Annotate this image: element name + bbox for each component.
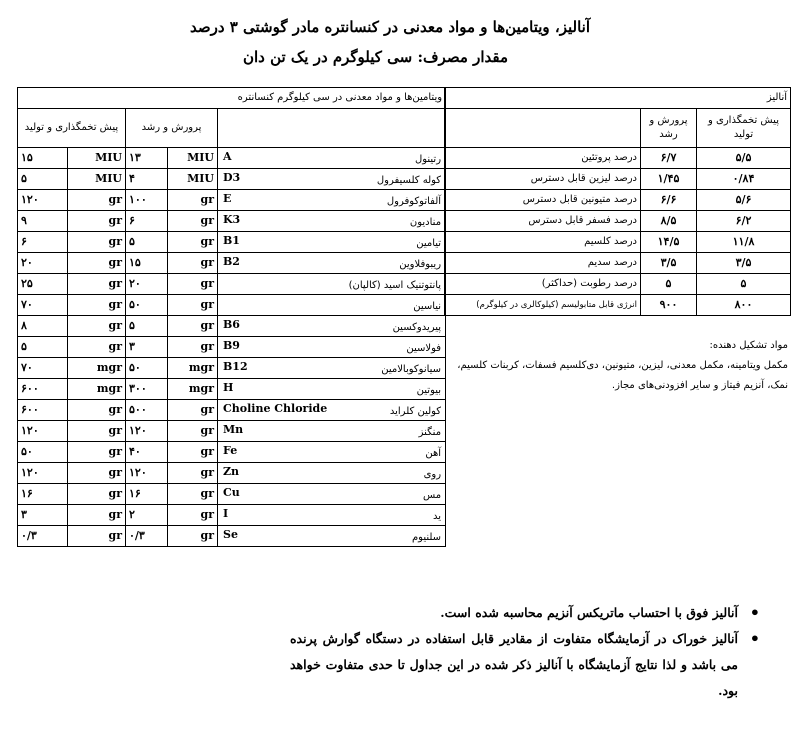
value-prebreed: ۸: [18, 316, 68, 337]
unit-prebreed: MIU: [68, 148, 126, 169]
table-row: [18, 526, 446, 547]
table-row: [18, 442, 446, 463]
nutrient-name: رتینول: [414, 154, 442, 165]
value-growth: ۳۰۰: [126, 379, 168, 400]
analysis-name: درصد کلسیم: [445, 232, 641, 253]
nutrient-symbol: A: [223, 150, 232, 163]
col-header-growth: پرورش و رشد: [126, 109, 218, 148]
unit-growth: MIU: [168, 169, 218, 190]
value-growth: ۴: [126, 169, 168, 190]
nutrient-symbol: H: [223, 381, 234, 394]
notes-list: [290, 600, 760, 704]
nutrient-name: مس: [422, 490, 442, 501]
unit-prebreed: gr: [68, 421, 126, 442]
analysis-name: درصد سدیم: [445, 253, 641, 274]
nutrient-name-cell: [218, 295, 446, 316]
nutrient-name: سیانوکوبالامین: [381, 364, 442, 375]
nutrient-symbol: B6: [223, 318, 240, 331]
ingredients-text: مکمل ویتامینه، مکمل معدنی، لیزین، متیونین، دی‌کلسیم فسفات، کربنات کلسیم، نمک، آنزیم فیتاز و سایر افزودنی‌های مجاز.: [457, 360, 788, 391]
analysis-growth-value: ۳/۵: [641, 253, 697, 274]
unit-prebreed: gr: [68, 442, 126, 463]
analysis-prebreed-value: ۶/۲: [697, 211, 791, 232]
analysis-prebreed-value: ۵/۵: [697, 148, 791, 169]
table-row: [445, 190, 791, 211]
analysis-growth-value: ۸/۵: [641, 211, 697, 232]
value-prebreed: ۱۶: [18, 484, 68, 505]
nutrient-symbol: B1: [223, 234, 240, 247]
nutrient-name-cell: [218, 526, 446, 547]
nutrient-name: ید: [433, 511, 442, 522]
unit-growth: MIU: [168, 148, 218, 169]
nutrient-name: کوله کلسیفرول: [376, 175, 442, 186]
table-row: [18, 505, 446, 526]
nutrient-name-cell: [218, 253, 446, 274]
unit-prebreed: gr: [68, 400, 126, 421]
nutrient-name-cell: [218, 211, 446, 232]
analysis-growth-value: ۵: [641, 274, 697, 295]
nutrient-symbol: Se: [223, 528, 238, 541]
page-title: آنالیز، ویتامین‌ها و مواد معدنی در کنسانتره مادر گوشتی ۳ درصد: [189, 18, 590, 36]
unit-growth: gr: [168, 526, 218, 547]
unit-growth: gr: [168, 505, 218, 526]
nutrient-name: سلنیوم: [411, 532, 442, 543]
nutrient-name-cell: [218, 190, 446, 211]
note-item: • آنالیز خوراک در آزمایشگاه متفاوت از مقادیر قابل استفاده در دستگاه گوارش پرنده می باشد و لذا نتایج آزمایشگاه با آنالیز ذکر شده در این جداول تا حدی متفاوت خواهد بود.: [290, 626, 760, 704]
value-growth: ۱۳: [126, 148, 168, 169]
unit-prebreed: gr: [68, 295, 126, 316]
analysis-name: درصد لیزین قابل دسترس: [445, 169, 641, 190]
value-prebreed: ۷۰: [18, 358, 68, 379]
nutrient-symbol: Cu: [223, 486, 240, 499]
value-growth: ۱۶: [126, 484, 168, 505]
unit-growth: gr: [168, 274, 218, 295]
nutrient-name-cell: [218, 505, 446, 526]
value-prebreed: ۵: [18, 337, 68, 358]
analysis-prebreed-value: ۸۰۰: [697, 295, 791, 316]
analysis-table: [444, 87, 791, 316]
value-growth: ۱۵: [126, 253, 168, 274]
table-row: [18, 484, 446, 505]
unit-growth: mgr: [168, 358, 218, 379]
nutrient-name-cell: [218, 337, 446, 358]
nutrient-name: آهن: [425, 448, 442, 459]
unit-prebreed: gr: [68, 316, 126, 337]
unit-growth: gr: [168, 211, 218, 232]
unit-growth: gr: [168, 232, 218, 253]
value-prebreed: ۲۰: [18, 253, 68, 274]
unit-growth: gr: [168, 442, 218, 463]
value-prebreed: ۹: [18, 211, 68, 232]
table-row: [445, 253, 791, 274]
analysis-name: انرژی قابل متابولیسم (کیلوکالری در کیلوگرم): [445, 295, 641, 316]
unit-prebreed: gr: [68, 337, 126, 358]
value-prebreed: ۱۲۰: [18, 190, 68, 211]
unit-prebreed: gr: [68, 211, 126, 232]
unit-prebreed: gr: [68, 484, 126, 505]
value-growth: ۳: [126, 337, 168, 358]
vitamins-table-header: ویتامین‌ها و مواد معدنی در سی کیلوگرم کنسانتره: [18, 88, 446, 109]
value-prebreed: ۶۰۰: [18, 400, 68, 421]
value-prebreed: ۱۲۰: [18, 463, 68, 484]
table-row: [445, 211, 791, 232]
nutrient-name-cell: [218, 316, 446, 337]
table-row: [18, 337, 446, 358]
analysis-prebreed-value: ۵: [697, 274, 791, 295]
value-prebreed: ۱۲۰: [18, 421, 68, 442]
value-growth: ۴۰: [126, 442, 168, 463]
unit-growth: gr: [168, 190, 218, 211]
nutrient-name-cell: [218, 442, 446, 463]
unit-prebreed: gr: [68, 190, 126, 211]
value-growth: ۱۰۰: [126, 190, 168, 211]
nutrient-name: روی: [423, 469, 442, 480]
analysis-growth-value: ۱۴/۵: [641, 232, 697, 253]
nutrient-name: نیاسین: [413, 301, 442, 312]
unit-prebreed: gr: [68, 274, 126, 295]
nutrient-name: منگنز: [418, 427, 442, 438]
unit-prebreed: gr: [68, 232, 126, 253]
unit-prebreed: gr: [68, 526, 126, 547]
value-growth: ۵۰۰: [126, 400, 168, 421]
nutrient-name: تیامین: [416, 238, 442, 249]
value-growth: ۶: [126, 211, 168, 232]
unit-growth: gr: [168, 484, 218, 505]
unit-growth: gr: [168, 421, 218, 442]
nutrient-name-cell: [218, 400, 446, 421]
note-item: • آنالیز فوق با احتساب ماتریکس آنزیم محاسبه شده است.: [290, 600, 760, 626]
table-row: [18, 190, 446, 211]
value-growth: ۵: [126, 316, 168, 337]
analysis-prebreed-value: ۳/۵: [697, 253, 791, 274]
table-row: [445, 274, 791, 295]
analysis-prebreed-value: ۱۱/۸: [697, 232, 791, 253]
unit-growth: gr: [168, 337, 218, 358]
analysis-prebreed-value: ۰/۸۴: [697, 169, 791, 190]
analysis-name: درصد متیونین قابل دسترس: [445, 190, 641, 211]
value-growth: ۵۰: [126, 358, 168, 379]
nutrient-name-cell: [218, 421, 446, 442]
table-row: [445, 295, 791, 316]
nutrient-symbol: B2: [223, 255, 240, 268]
table-row: [18, 295, 446, 316]
analysis-growth-value: ۶/۶: [641, 190, 697, 211]
value-prebreed: ۲۵: [18, 274, 68, 295]
nutrient-name-cell: [218, 358, 446, 379]
unit-prebreed: gr: [68, 505, 126, 526]
nutrient-symbol: D3: [223, 171, 241, 184]
unit-prebreed: mgr: [68, 358, 126, 379]
nutrient-name: منادیون: [409, 217, 442, 228]
nutrient-symbol: E: [223, 192, 232, 205]
col-header-analysis-name: [445, 109, 641, 148]
unit-growth: gr: [168, 295, 218, 316]
analysis-prebreed-value: ۵/۶: [697, 190, 791, 211]
value-prebreed: ۶: [18, 232, 68, 253]
nutrient-name-cell: [218, 169, 446, 190]
nutrient-name-cell: [218, 463, 446, 484]
nutrient-symbol: Mn: [223, 423, 244, 436]
analysis-growth-value: ۶/۷: [641, 148, 697, 169]
table-row: [18, 463, 446, 484]
value-prebreed: ۵: [18, 169, 68, 190]
table-row: [18, 211, 446, 232]
nutrient-symbol: Zn: [223, 465, 240, 478]
value-growth: ۱۲۰: [126, 463, 168, 484]
nutrient-name: فولاسین: [406, 343, 442, 354]
nutrient-name: بیوتین: [416, 385, 442, 396]
value-growth: ۲۰: [126, 274, 168, 295]
unit-growth: gr: [168, 463, 218, 484]
unit-prebreed: MIU: [68, 169, 126, 190]
table-row: [18, 316, 446, 337]
table-row: [18, 400, 446, 421]
page-subtitle: مقدار مصرف: سی کیلوگرم در یک تن دان: [242, 48, 508, 66]
unit-growth: gr: [168, 316, 218, 337]
unit-growth: mgr: [168, 379, 218, 400]
table-row: [18, 379, 446, 400]
table-row: [18, 274, 446, 295]
table-row: [445, 232, 791, 253]
table-row: [18, 253, 446, 274]
nutrient-name-cell: [218, 484, 446, 505]
table-row: [445, 148, 791, 169]
ingredients-heading: مواد تشکیل دهنده:: [709, 340, 788, 351]
value-prebreed: ۵۰: [18, 442, 68, 463]
value-prebreed: ۷۰: [18, 295, 68, 316]
value-prebreed: ۰/۳: [18, 526, 68, 547]
value-growth: ۰/۳: [126, 526, 168, 547]
analysis-name: درصد پروتئین: [445, 148, 641, 169]
value-growth: ۱۲۰: [126, 421, 168, 442]
value-prebreed: ۱۵: [18, 148, 68, 169]
nutrient-name-cell: [218, 274, 446, 295]
col-header-prebreed: پیش تخمگذاری و تولید: [18, 109, 126, 148]
nutrient-name: آلفاتوکوفرول: [386, 196, 442, 207]
nutrient-name: کولین کلراید: [389, 406, 442, 417]
ingredients-block: [452, 336, 788, 396]
analysis-name: درصد رطوبت (حداکثر): [445, 274, 641, 295]
analysis-name: درصد فسفر قابل دسترس: [445, 211, 641, 232]
unit-growth: gr: [168, 253, 218, 274]
nutrient-symbol: Fe: [223, 444, 238, 457]
table-row: [445, 169, 791, 190]
nutrient-symbol: I: [223, 507, 229, 520]
analysis-growth-value: ۱/۴۵: [641, 169, 697, 190]
value-growth: ۲: [126, 505, 168, 526]
vitamins-minerals-table: [17, 87, 446, 547]
nutrient-name: ریبوفلاوین: [399, 259, 442, 270]
nutrient-name-cell: [218, 379, 446, 400]
value-prebreed: ۶۰۰: [18, 379, 68, 400]
nutrient-name-cell: [218, 232, 446, 253]
unit-growth: gr: [168, 400, 218, 421]
value-prebreed: ۳: [18, 505, 68, 526]
value-growth: ۵: [126, 232, 168, 253]
col-header-analysis-growth: پرورش و رشد: [641, 109, 697, 148]
nutrient-symbol: K3: [223, 213, 241, 226]
table-row: [18, 169, 446, 190]
analysis-growth-value: ۹۰۰: [641, 295, 697, 316]
analysis-table-header: آنالیز: [445, 88, 791, 109]
value-growth: ۵۰: [126, 295, 168, 316]
table-row: [18, 148, 446, 169]
col-header-analysis-prebreed: پیش تخمگذاری و تولید: [697, 109, 791, 148]
table-row: [18, 421, 446, 442]
nutrient-name: پیریدوکسین: [392, 322, 442, 333]
unit-prebreed: gr: [68, 253, 126, 274]
nutrient-symbol: B12: [223, 360, 248, 373]
nutrient-name-cell: [218, 148, 446, 169]
nutrient-symbol: Choline Chloride: [223, 402, 328, 415]
col-header-name: [218, 109, 446, 148]
nutrient-symbol: B9: [223, 339, 240, 352]
unit-prebreed: gr: [68, 463, 126, 484]
unit-prebreed: mgr: [68, 379, 126, 400]
table-row: [18, 232, 446, 253]
table-row: [18, 358, 446, 379]
nutrient-name: پانتوتنیک اسید (کالپان): [348, 280, 442, 291]
